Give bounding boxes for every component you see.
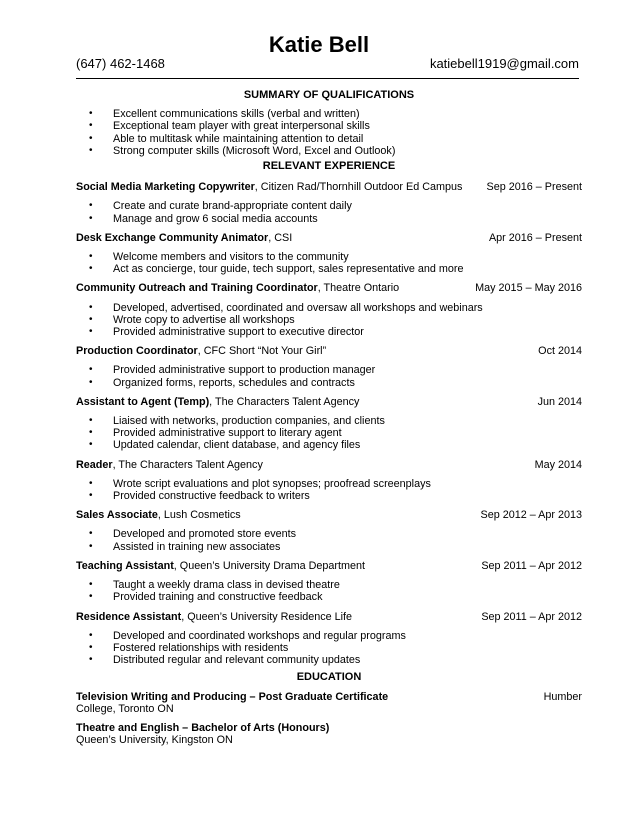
education-heading: EDUCATION — [296, 671, 362, 684]
job-organization: , Queen’s University Residence Life — [181, 610, 353, 623]
job-organization: , Lush Cosmetics — [157, 509, 241, 522]
job-bullet: • Provided administrative support to executive director — [76, 326, 582, 338]
job-bullet: • Provided constructive feedback to writers — [76, 490, 582, 502]
experience-list — [76, 181, 582, 666]
job-bullets — [76, 364, 582, 388]
job-organization: , CFC Short “Not Your Girl” — [197, 345, 327, 358]
summary-list — [76, 108, 582, 157]
job-bullet: • Wrote script evaluations and plot synopses; proofread screenplays — [76, 478, 582, 490]
job-bullet: • Taught a weekly drama class in devised theatre — [76, 579, 582, 591]
job-header — [76, 396, 582, 408]
job-dates: Oct 2014 — [538, 345, 582, 358]
job-dates: Sep 2012 – Apr 2013 — [480, 509, 582, 522]
job-role: Production Coordinator — [76, 345, 198, 358]
job-bullet: • Manage and grow 6 social media accounts — [76, 213, 582, 225]
job-bullet: • Create and curate brand-appropriate content daily — [76, 200, 582, 212]
job-header — [76, 181, 582, 193]
job-role: Assistant to Agent (Temp) — [76, 395, 210, 408]
job-organization: , Theatre Ontario — [317, 282, 400, 295]
job-entry — [76, 181, 582, 225]
job-organization: , Citizen Rad/Thornhill Outdoor Ed Campus — [254, 181, 463, 194]
job-bullet: • Provided training and constructive feedback — [76, 591, 582, 603]
job-organization: , CSI — [268, 231, 293, 244]
job-bullets — [76, 528, 582, 552]
job-role: Sales Associate — [76, 509, 158, 522]
email-address: katiebell1919@gmail.com — [429, 56, 579, 71]
job-role: Social Media Marketing Copywriter — [76, 181, 255, 194]
job-header — [76, 459, 582, 471]
job-dates: Sep 2016 – Present — [486, 181, 582, 194]
summary-item: • Exceptional team player with great interpersonal skills — [76, 120, 582, 132]
job-bullets — [76, 579, 582, 603]
job-title-line — [76, 232, 292, 244]
job-dates: May 2015 – May 2016 — [475, 282, 582, 295]
job-bullet: • Wrote copy to advertise all workshops — [76, 314, 582, 326]
job-bullets — [76, 251, 582, 275]
header-divider — [76, 78, 579, 79]
job-title-line — [76, 396, 359, 408]
resume-name: Katie Bell — [268, 32, 370, 57]
summary-heading: SUMMARY OF QUALIFICATIONS — [243, 89, 415, 101]
job-role: Desk Exchange Community Animator — [76, 231, 269, 244]
job-bullet: • Developed, advertised, coordinated and oversaw all workshops and webinars — [76, 302, 582, 314]
job-bullets — [76, 200, 582, 224]
education-institution-start: Humber — [543, 690, 582, 703]
job-title-line — [76, 181, 462, 193]
job-dates: May 2014 — [534, 458, 582, 471]
job-bullet: • Provided administrative support to literary agent — [76, 427, 582, 439]
job-dates: Jun 2014 — [537, 395, 582, 408]
job-bullet: • Distributed regular and relevant community updates — [76, 654, 582, 666]
job-bullet: • Act as concierge, tour guide, tech support, sales representative and more — [76, 263, 582, 275]
education-entry — [76, 722, 582, 746]
job-entry — [76, 345, 582, 389]
job-dates: Sep 2011 – Apr 2012 — [481, 559, 582, 572]
job-bullet: • Developed and promoted store events — [76, 528, 582, 540]
job-bullets — [76, 630, 582, 667]
job-role: Residence Assistant — [76, 610, 182, 623]
job-entry — [76, 232, 582, 276]
job-entry — [76, 509, 582, 553]
education-entry — [76, 691, 582, 715]
job-bullet: • Developed and coordinated workshops and regular programs — [76, 630, 582, 642]
summary-item: • Excellent communications skills (verbal and written) — [76, 108, 582, 120]
education-header — [76, 722, 582, 734]
job-entry — [76, 459, 582, 503]
phone-number: (647) 462-1468 — [76, 56, 165, 71]
job-header — [76, 282, 582, 294]
job-title-line — [76, 459, 263, 471]
education-list — [76, 691, 582, 747]
job-bullets — [76, 302, 582, 339]
job-bullet: • Provided administrative support to production manager — [76, 364, 582, 376]
job-title-line — [76, 345, 326, 357]
job-role: Community Outreach and Training Coordinator — [76, 282, 318, 295]
education-school: College, Toronto ON — [76, 702, 174, 715]
job-role: Teaching Assistant — [76, 559, 174, 572]
job-title-line — [76, 282, 399, 294]
job-header — [76, 611, 582, 623]
education-degree: Television Writing and Producing – Post Graduate Certificate — [76, 690, 389, 703]
job-header — [76, 560, 582, 572]
job-entry — [76, 611, 582, 667]
job-header — [76, 345, 582, 357]
education-degree: Theatre and English – Bachelor of Arts (Honours) — [76, 721, 330, 734]
job-bullets — [76, 478, 582, 502]
summary-item: • Able to multitask while maintaining attention to detail — [76, 133, 582, 145]
job-entry — [76, 282, 582, 338]
job-title-line — [76, 611, 352, 623]
job-header — [76, 509, 582, 521]
job-organization: , The Characters Talent Agency — [112, 458, 263, 471]
job-bullet: • Assisted in training new associates — [76, 541, 582, 553]
job-entry — [76, 396, 582, 452]
job-title-line — [76, 509, 241, 521]
job-bullet: • Organized forms, reports, schedules and contracts — [76, 377, 582, 389]
job-bullets — [76, 415, 582, 452]
job-title-line — [76, 560, 365, 572]
job-dates: Sep 2011 – Apr 2012 — [481, 610, 582, 623]
resume-body — [76, 88, 582, 746]
job-role: Reader — [76, 458, 113, 471]
job-entry — [76, 560, 582, 604]
job-organization: , Queen’s University Drama Department — [173, 559, 366, 572]
experience-heading: RELEVANT EXPERIENCE — [262, 160, 396, 173]
education-school: Queen’s University, Kingston ON — [76, 734, 233, 747]
job-header — [76, 232, 582, 244]
education-header — [76, 691, 582, 703]
contact-line — [76, 56, 579, 72]
job-bullet: • Fostered relationships with residents — [76, 642, 582, 654]
job-bullet: • Welcome members and visitors to the community — [76, 251, 582, 263]
job-organization: , The Characters Talent Agency — [209, 395, 360, 408]
job-bullet: • Updated calendar, client database, and agency files — [76, 439, 582, 451]
job-dates: Apr 2016 – Present — [488, 231, 582, 244]
job-bullet: • Liaised with networks, production companies, and clients — [76, 415, 582, 427]
summary-item: • Strong computer skills (Microsoft Word, Excel and Outlook) — [76, 145, 582, 157]
